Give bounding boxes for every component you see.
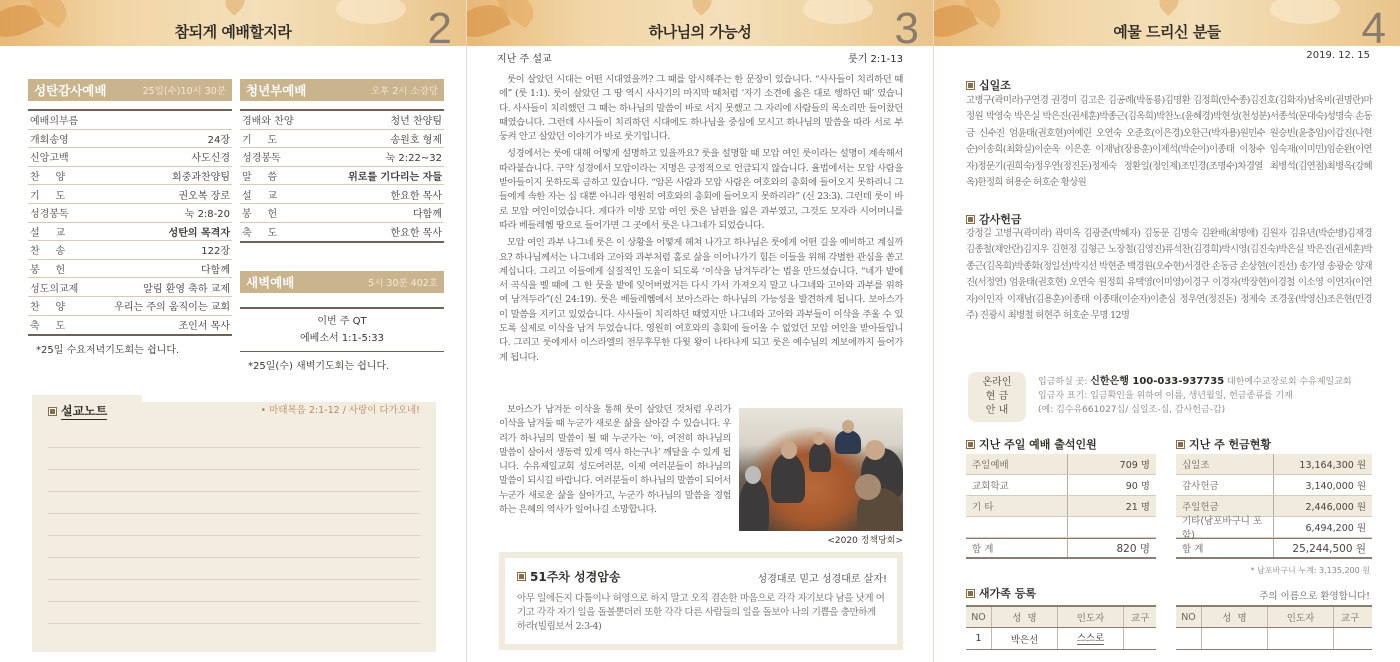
- page-title: 참되게 예배할지라: [174, 23, 292, 41]
- order-row: [28, 260, 232, 279]
- order-row: [240, 223, 444, 242]
- order-value: 한요한 목사: [390, 190, 442, 202]
- section-time: 오후 2시 소강당: [370, 86, 438, 97]
- order-label: 개회송영: [30, 134, 69, 146]
- order-label: 예배의부름: [30, 116, 79, 128]
- leaf-decoration: [1154, 0, 1184, 16]
- order-row: [28, 185, 232, 204]
- note-line: [48, 601, 420, 623]
- order-row: [240, 111, 444, 130]
- order-value: 다함께: [201, 265, 230, 277]
- order-value: 사도신경: [191, 153, 230, 165]
- note-line: [48, 469, 420, 491]
- order-label: 축 도: [30, 321, 66, 333]
- row-label: 기타(남포바구니 포함): [1176, 517, 1274, 537]
- page-banner: [0, 0, 466, 46]
- row-label: 주일예배: [966, 454, 1068, 474]
- order-table: [28, 109, 232, 336]
- offering-status-table: [1176, 454, 1372, 559]
- online-offering-info: [968, 372, 1372, 422]
- total-value: 25,244,500 원: [1292, 542, 1366, 555]
- square-bullet-icon: [966, 81, 975, 90]
- schedule-note: *25일 수요저녁기도회는 쉽니다.: [36, 345, 180, 357]
- order-value: 눅 2:8-20: [184, 209, 230, 221]
- row-label: 교회학교: [966, 475, 1068, 495]
- section-header: [240, 79, 444, 101]
- square-bullet-icon: [966, 215, 975, 224]
- order-row: [28, 223, 232, 242]
- sermon-note-title: 설교노트: [48, 402, 107, 420]
- order-value: 청년 찬양팀: [390, 116, 442, 128]
- column-header: NO: [966, 607, 992, 627]
- page-number: 3: [894, 4, 919, 46]
- order-value: 송원호 형제: [390, 134, 442, 146]
- order-row: [240, 167, 444, 186]
- cell-district: [1334, 628, 1366, 649]
- sermon-paragraph: 룻이 살았던 시대는 어떤 시대였을까? 그 때를 암시해주는 한 문장이 있습니다. “사사들이 치리하던 때에” (룻 1:1). 룻이 살았던 그 땅 역시 사사기의 마지막 때처럼 ‘자기 소견에 옳은 대로 행하던 때’ 였습니다. 사사들이 치리했던 그 때는 하나님의 말씀이 바로 서지 못했고 그 자리에 사람들의 목소리만 들어찼던 때였습니다. 그런데 사사들이 치리하던 시대에도 하나님을 중심에 모시고 하나님의 말씀을 따라 서로 부둥켜 안고 살았던 이야기가 바로 룻기입니다.: [499, 74, 903, 143]
- thanks-offering-title: 감사헌금: [966, 211, 1022, 227]
- row-value: 90 명: [1125, 481, 1150, 492]
- christmas-service-schedule: [28, 79, 232, 356]
- order-row: [28, 297, 232, 316]
- table-row: [966, 628, 1156, 649]
- section-time: 25일(수)10시 30분: [142, 86, 226, 97]
- square-bullet-icon: [966, 589, 975, 598]
- sermon-paragraph: 모압 여인 과부 나그네 룻은 이 상황을 어떻게 헤쳐 나가고 하나님은 룻에게 어떤 길을 예비하고 계실까요? 하나님께서는 나그네와 고아와 과부처럼 홀로 삶을 이어나가기 힘든 이들을 위해 각별한 관심을 쏟고 계십니다. 그리고 이들에게 실질적인 도움이 되도록 ‘이삭을 남겨두라’는 법을 만드셨습니다. “네가 밭에서 곡식을 벨 때에 그 한 뭇을 밭에 잊어버렸거든 다시 가서 가져오지 말고 나그네와 고아와 과부를 위하여 남겨두라”(신 24:19). 룻은 베들레헴에서 보아스라는 하나님의 가능성을 발견하게 됩니다. 보아스가 이 말씀을 지키고 있었습니다. 사사들이 치리하던 때였지만 나그네와 고아와 과부들이 이삭을 주울 수 있도록 실제로 이삭을 남겨 두었습니다. 영원히 여호와의 총회에 들어올 수 없었던 모압 여인을 받아들입니다. 그리고 룻에게서 이스라엘의 전무후무한 다윗 왕이 나타나게 되고 룻은 예수님의 계보에까지 들어가게 됩니다.: [499, 237, 903, 363]
- row-value: 21 명: [1125, 502, 1150, 513]
- welcome-message: 주의 이름으로 환영합니다!: [1259, 591, 1370, 602]
- online-offering-text: 입금하실 곳: 신한은행 100-033-937735 대한예수교장로회 수유제일교회 입금자 표기: 입금확인을 위하여 이름, 생년월일, 헌금종류를 기재 (예: 김수유661027십/ 십일조-십, 감사헌금-감): [1038, 376, 1352, 415]
- order-row: [28, 316, 232, 335]
- leaf-decoration: [687, 0, 717, 16]
- attendance-title: 지난 주일 예배 출석인원: [966, 436, 1097, 452]
- order-label: 봉 헌: [30, 265, 66, 277]
- qt-reference: 에베소서 1:1-5:33: [300, 333, 384, 344]
- page-title: 예물 드리신 분들: [1113, 23, 1221, 41]
- attendance-table: [966, 454, 1156, 559]
- memory-verse-box: [499, 552, 903, 650]
- online-offering-badge: 온라인 현 금 안 내: [968, 372, 1026, 422]
- section-title: 청년부예배: [246, 83, 307, 98]
- note-line: [48, 623, 420, 645]
- leaf-decoration: [220, 0, 250, 16]
- new-family-title: 새가족 등록: [966, 585, 1036, 601]
- order-label: 기 도: [30, 190, 66, 202]
- note-line: [48, 447, 420, 469]
- section-title: 성탄감사예배: [34, 83, 107, 98]
- square-bullet-icon: [966, 440, 975, 449]
- order-value: 한요한 목사: [390, 228, 442, 240]
- table-row: [1176, 628, 1372, 649]
- row-value: 709 명: [1119, 460, 1150, 471]
- order-row: [240, 148, 444, 167]
- sermon-scripture: 룻기 2:1-13: [848, 54, 903, 65]
- row-value: 13,164,300 원: [1299, 460, 1366, 471]
- order-row: [28, 148, 232, 167]
- column-header: 성 명: [992, 607, 1058, 627]
- page-worship-order: [0, 0, 466, 662]
- cell-no: [1176, 628, 1202, 649]
- order-value: 눅 2:22~32: [385, 153, 442, 165]
- order-label: 말 씀: [242, 172, 278, 184]
- section-header: [28, 79, 232, 101]
- order-row: [28, 204, 232, 223]
- total-row: [1176, 538, 1372, 559]
- youth-service-schedule: [240, 79, 444, 243]
- order-value: 위로를 기다리는 자들: [348, 172, 442, 184]
- order-label: 성경봉독: [30, 209, 69, 221]
- section-header: [240, 271, 444, 293]
- note-lines: [48, 447, 420, 645]
- order-label: 설 교: [242, 190, 278, 202]
- order-label: 찬 양: [30, 302, 66, 314]
- column-header: 교구: [1130, 613, 1150, 624]
- order-value: 122장: [201, 246, 230, 258]
- page-number: 2: [427, 4, 452, 46]
- table-row: [1176, 516, 1372, 541]
- sermon-paragraph: 보아스가 남겨둔 이삭을 통해 룻이 살았던 것처럼 우리가 이삭을 남겨둘 때 누군가 새로운 삶을 살아갈 수 있습니다. 우리가 하나님의 말씀이 될 때 누군가는 ‘아, 여전히 하나님의 말씀이 살아서 생동력 있게 역사 하는구나’ 깨달을 수 있게 됩니다. 수유제일교회 성도여러분, 이제 여러분들이 하나님의 말씀이 되시길 바랍니다. 여러분들이 하나님의 말씀이 되어서 누군가 새로운 삶을 살아가고, 누군가 하나님의 말씀을 경험하는 은혜의 역사가 일어나길 소망합니다.: [499, 404, 731, 516]
- row-value: 2,446,000 원: [1305, 502, 1366, 513]
- row-label: [966, 517, 1068, 537]
- photo-caption: <2020 정책당회>: [827, 536, 903, 546]
- note-line: [48, 535, 420, 557]
- row-label: 기 타: [966, 496, 1068, 516]
- order-row: [240, 130, 444, 149]
- order-label: 경배와 찬양: [242, 116, 294, 128]
- note-line: [48, 557, 420, 579]
- order-value: 다함께: [413, 209, 442, 221]
- order-label: 찬 송: [30, 246, 66, 258]
- table-row: [966, 475, 1156, 496]
- total-label: 합 계: [1176, 539, 1274, 557]
- tithe-title: 십일조: [966, 77, 1011, 93]
- page-sermon: [467, 0, 933, 662]
- row-value: 6,494,200 원: [1305, 523, 1366, 534]
- page-banner: [934, 0, 1400, 46]
- order-label: 신앙고백: [30, 153, 69, 165]
- order-label: 성도의교제: [30, 283, 79, 295]
- meeting-photo: [739, 408, 903, 531]
- sermon-subtitle: 지난 주 설교: [497, 54, 552, 65]
- note-line: [48, 491, 420, 513]
- square-bullet-icon: [1176, 440, 1185, 449]
- column-header: 성 명: [1202, 607, 1268, 627]
- memory-verse-slogan: 성경대로 믿고 성경대로 살자!: [757, 574, 887, 585]
- column-header: 인도자: [1058, 607, 1124, 627]
- qt-label: 이번 주 QT: [317, 316, 367, 327]
- order-value: 회중과찬양팀: [172, 172, 230, 184]
- sermon-paragraph: 성경에서는 룻에 대해 어떻게 설명하고 있을까요? 룻을 설명할 때 모압 여인 룻이라는 설명이 계속해서 따라붙습니다. 구약 성경에서 모압이라는 지명은 긍정적으로 언급되지 않습니다. 율법에서는 모압 사람을 받아들이지 못하도록 금하고 있습니다. “암몬 사람과 모압 사람은 여호와의 총회에 들어오지 못하리니 그들에게 속한 자는 십 대뿐 아니라 영원히 여호와의 총회에 들어오지 못하리라” (신 23:3). 그런데 룻이 바로 모압 여인이었습니다. 게다가 이방 모압 여인 룻은 남편을 잃은 과부였고, 그것도 모자라 시어머니를 따라 베들레헴 땅으로 들어가면 그 곳에서 룻은 나그네가 되었습니다.: [499, 148, 903, 231]
- column-header: 교구: [1340, 613, 1360, 624]
- order-value: 우리는 주의 움직이는 교회: [114, 302, 230, 314]
- order-table: [240, 109, 444, 243]
- order-value: 성탄의 목격자: [168, 227, 230, 239]
- row-value: 3,140,000 원: [1305, 481, 1366, 492]
- memory-verse-text: 아무 일에든지 다툼이나 허영으로 하지 말고 오직 겸손한 마음으로 각각 자기보다 남을 낫게 여기고 각각 자기 일을 돌볼뿐더러 또한 각각 다른 사람들의 일을 돌보아 나의 기쁨을 충만하게 하라(빌립보서 2:3-4): [517, 593, 885, 632]
- new-family-table-left: [966, 605, 1156, 650]
- new-family-table-right: [1176, 605, 1372, 650]
- order-value: 조인서 목사: [178, 321, 230, 333]
- note-line: [48, 579, 420, 601]
- square-bullet-icon: [517, 572, 526, 581]
- order-label: 축 도: [242, 228, 278, 240]
- order-label: 성경봉독: [242, 153, 281, 165]
- page-number: 4: [1361, 4, 1386, 46]
- dawn-service-schedule: [240, 271, 444, 372]
- order-row: [240, 204, 444, 223]
- total-row: [966, 538, 1156, 559]
- table-row: [966, 517, 1156, 538]
- total-value: 820 명: [1116, 542, 1150, 555]
- order-row: [240, 185, 444, 204]
- cell-name: 박은선: [992, 628, 1058, 649]
- section-time: 5시 30분 402호: [368, 278, 438, 289]
- bulletin-date: 2019. 12. 15: [1306, 50, 1370, 61]
- sermon-body: [499, 73, 903, 368]
- offering-status-title: 지난 주 헌금현황: [1176, 436, 1271, 452]
- page-offerings: [934, 0, 1400, 662]
- order-label: 봉 헌: [242, 209, 278, 221]
- column-header: NO: [1176, 607, 1202, 627]
- square-bullet-icon: [48, 407, 57, 416]
- offering-note: * 남포바구니 누계: 3,135,200 원: [1250, 566, 1370, 575]
- column-header: 인도자: [1268, 607, 1334, 627]
- cell-district: [1124, 628, 1156, 649]
- table-row: [1176, 454, 1372, 475]
- order-row: [28, 111, 232, 130]
- order-value: 권오복 장로: [178, 190, 230, 202]
- order-row: [28, 167, 232, 186]
- table-row: [966, 496, 1156, 517]
- table-header: [966, 607, 1156, 628]
- cell-guide: 스스로: [1058, 628, 1124, 649]
- section-title: 새벽예배: [246, 275, 295, 290]
- order-value: 24장: [207, 134, 230, 146]
- row-label: 주일헌금: [1176, 496, 1274, 516]
- schedule-note: *25일(수) 새벽기도회는 쉽니다.: [248, 361, 390, 372]
- page-title: 하나님의 가능성: [648, 23, 752, 41]
- row-label: 십일조: [1176, 454, 1274, 474]
- total-label: 합 계: [966, 539, 1068, 557]
- sermon-note-reference: • 마태복음 2:1-12 / 사랑이 다가오네!: [260, 405, 420, 416]
- order-row: [28, 130, 232, 149]
- order-label: 기 도: [242, 134, 278, 146]
- table-header: [1176, 607, 1372, 628]
- cell-no: 1: [966, 628, 992, 649]
- note-line: [48, 513, 420, 535]
- tithe-names: 고병구(곽미라)구연경 권경미 김고은 김공례(박동룡)김명환 김정희(안수종)김진호(김화자)남옥비(권명란)마정원 박영숙 박은실 박은진(권세훈)박종근(김옥희)박찬노(윤혜경)박현성(천성분)서종석(문대숙)성명숙 손동금 신수진 엄윤태(권호현)여예린 오연숙 오준호(이은경)오한근(박자용)원민수 원승빈(윤충임)이갑진(나현순)이송희(최화실)이순옥 이은훈 이재남(장용훈)이제석(박순이)이종태 이창수 임숙재(이미민)임순완(이연자)정문기(권희숙)정우연(정진돈)정제숙 정환일(정인제)조민경(조명수)차경열 최병석(김연점)최병옥(강혜옥)한정희 허용순 허호순 황상원: [966, 95, 1372, 189]
- qt-box: [240, 307, 444, 352]
- order-value: 알림 환영 축하 교제: [143, 283, 230, 295]
- order-label: 찬 양: [30, 172, 66, 184]
- table-row: [1176, 475, 1372, 496]
- bank-account: 신한은행 100-033-937735: [1090, 376, 1225, 387]
- order-row: [28, 278, 232, 297]
- memory-verse-title: 51주차 성경암송: [517, 568, 620, 585]
- cell-name: [1202, 628, 1268, 649]
- table-row: [966, 454, 1156, 475]
- order-row: [28, 241, 232, 260]
- page-banner: [467, 0, 933, 46]
- row-label: 감사헌금: [1176, 475, 1274, 495]
- order-label: 설 교: [30, 227, 66, 239]
- cell-guide: [1268, 628, 1334, 649]
- thanks-offering-names: 강정길 고병구(곽미라) 곽미옥 김광준(박혜자) 김동문 김명숙 김완배(최명애) 김원자 김유년(박순병)김재경 김종철(채안란)김지우 김현정 김형근 노장철(김영진)류석찬(김경희)박시영(김진숙)박은실 박은진(권세훈)박종근(김옥희)박종화(정일선)박지선 박현준 백경원(오수현)서경란 손동금 손상현(이진선) 송가영 송광순 양재진(서정연) 엄윤태(권호현) 오연숙 원정희 유택영(이미영)이경구 이경자(박장현)이경철 이소영 이연자(이연자)이인자 이재남(김용훈)이종태 이종태(이순자)이춘심 정우연(정진돈) 정제숙 조경웅(박영신)조은현(민경주) 진광시 최병철 허현주 허호순 무명 12명: [966, 228, 1372, 322]
